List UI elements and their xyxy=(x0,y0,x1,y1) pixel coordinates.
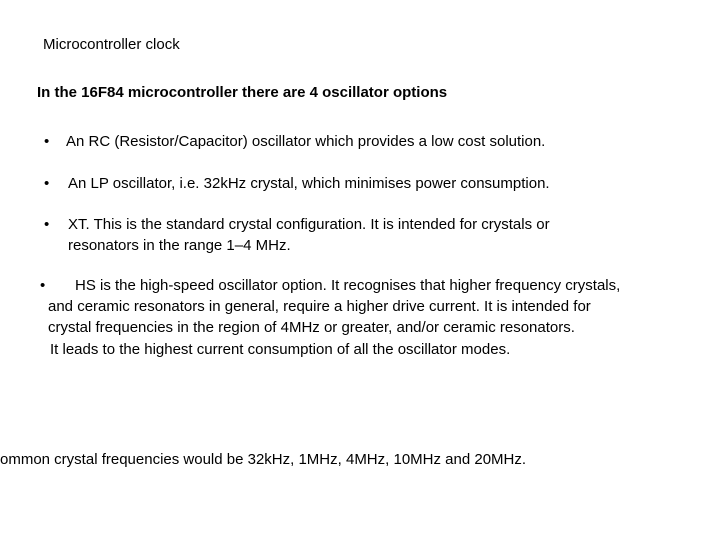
list-item-text: An RC (Resistor/Capacitor) oscillator which provides a low cost solution. xyxy=(66,133,546,150)
bullet-icon: • xyxy=(40,277,46,294)
page-title: Microcontroller clock xyxy=(43,36,180,53)
bullet-icon: • xyxy=(44,216,50,233)
bullet-icon: • xyxy=(44,133,50,150)
list-item xyxy=(40,276,620,296)
list-item-text: An LP oscillator, i.e. 32kHz crystal, which minimises power consumption. xyxy=(68,175,550,192)
list-item xyxy=(44,215,550,235)
list-item-text: and ceramic resonators in general, require a higher drive current. It is intended for xyxy=(48,298,591,315)
list-item-text: resonators in the range 1–4 MHz. xyxy=(68,237,291,254)
bullet-icon: • xyxy=(44,175,50,192)
footer-text: ommon crystal frequencies would be 32kHz, 1MHz, 4MHz, 10MHz and 20MHz. xyxy=(0,451,527,468)
page-subtitle: In the 16F84 microcontroller there are 4 oscillator options xyxy=(37,84,448,101)
list-item-text: XT. This is the standard crystal configuration. It is intended for crystals or xyxy=(68,216,550,233)
list-item-text: It leads to the highest current consumption of all the oscillator modes. xyxy=(50,341,511,358)
list-item xyxy=(44,174,550,194)
list-item xyxy=(44,132,545,152)
list-item-text: crystal frequencies in the region of 4MHz or greater, and/or ceramic resonators. xyxy=(48,319,575,336)
list-item-text: HS is the high-speed oscillator option. It recognises that higher frequency crystals, xyxy=(75,277,621,294)
